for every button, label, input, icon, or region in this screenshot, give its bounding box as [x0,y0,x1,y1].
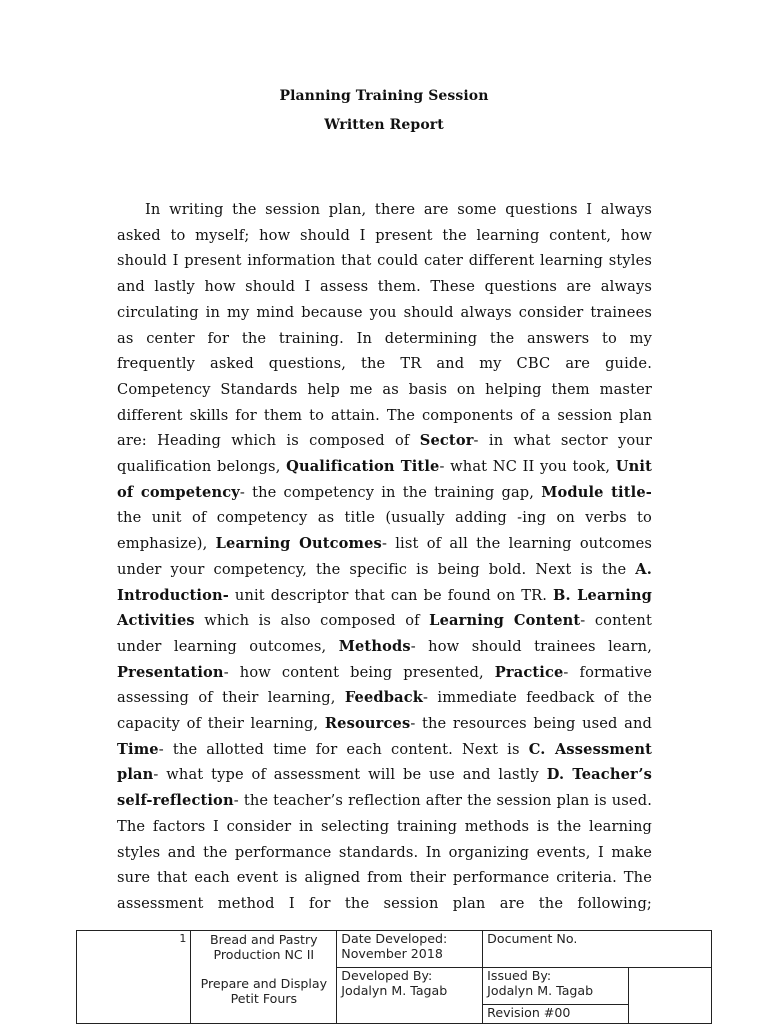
text-run: unit descriptor that can be found on TR. [228,586,554,604]
text-run: which is also composed of [194,612,430,630]
term-teacher-self-reflection: D. Teacher’s self-reflection [117,766,652,810]
text-run: - formative assessing of their learning, [117,663,652,707]
term-assessment-plan: C. Assessment plan [117,740,652,784]
revision-cell: Revision #00 [483,1004,629,1023]
text-run: - what type of assessment will be use and lastly [153,766,547,784]
text-run: - the resources being used and [410,715,652,733]
document-number-cell: Document No. [483,931,712,968]
term-unit-of-competency: Unit of competency [117,458,652,501]
module-line: Petit Fours [230,991,298,1006]
date-developed-value: November 2018 [341,946,443,961]
term-learning-outcomes: Learning Outcomes [215,535,382,553]
term-methods: Methods [338,637,411,655]
qualification-line: Bread and Pastry [210,932,318,947]
text-run: - the competency in the training gap, [239,483,542,501]
document-footer-table [76,930,712,1024]
term-sector: Sector [419,432,474,450]
date-developed-cell [337,931,483,968]
text-run: the unit of competency as title (usually adding -ing on verbs to emphasize), [117,509,652,553]
date-developed-label: Date Developed: [341,931,448,946]
term-feedback: Feedback [344,689,424,707]
issued-by-value: Jodalyn M. Tagab [487,982,594,998]
text-run: - the teacher’s reflection after the session plan is used. The factors I consider in selecting training methods is the learning styles and the performance standards. In organizing events, I make sure that each event is aligned from their performance criteria. The assessment method I for the session plan are the following; [117,792,652,912]
term-introduction: A. Introduction- [117,560,652,604]
document-title: Planning Training Session [279,88,489,104]
text-run: - how should trainees learn, [410,637,652,655]
text-run: - what NC II you took, [439,458,616,476]
document-subtitle: Written Report [324,117,444,133]
text-run: - the allotted time for each content. Next is [158,740,529,758]
qualification-name [195,932,332,962]
term-learning-content: Learning Content [429,612,581,630]
module-name [195,976,332,1006]
issued-by-cell [483,967,629,1004]
term-time: Time [117,740,159,758]
issued-by-label: Issued By: [487,967,552,983]
developed-by-label: Developed By: [341,967,433,983]
qualification-module-cell [191,931,337,1024]
developed-by-value: Jodalyn M. Tagab [341,982,448,998]
text-run: - in what sector your qualification belongs, [117,432,652,476]
term-resources: Resources [324,715,411,733]
text-run: In writing the session plan, there are some questions I always asked to myself; how should I present the learning content, how should I present information that could cater different learning styles and lastly how should I assess them. These questions are always circulating in my mind because you should always consider trainees as center for the training. In determining the answers to my frequently asked questions, the TR and my CBC are guide. Competency Standards help me as basis on helping them master different skills for them to attain. The components of a session plan are: Heading which is composed of [117,201,652,450]
page-number: 1 [77,931,191,1024]
text-run: - content under learning outcomes, [117,612,652,655]
blank-cell [629,967,712,1023]
term-qualification-title: Qualification Title [286,458,440,476]
developed-by-cell [337,967,483,1023]
term-practice: Practice [494,663,564,681]
module-line: Prepare and Display [200,976,328,991]
text-run: - immediate feedback of the capacity of their learning, [117,689,652,733]
report-body [117,197,652,917]
qualification-line: Production NC II [213,947,315,962]
term-presentation: Presentation [117,663,224,681]
report-paragraph [117,197,652,917]
term-learning-activities: B. Learning Activities [117,586,653,630]
text-run: - list of all the learning outcomes under your competency, the specific is being bold. Next is the [117,535,653,578]
term-module-title: Module title- [541,483,652,501]
text-run: - how content being presented, [223,663,495,681]
